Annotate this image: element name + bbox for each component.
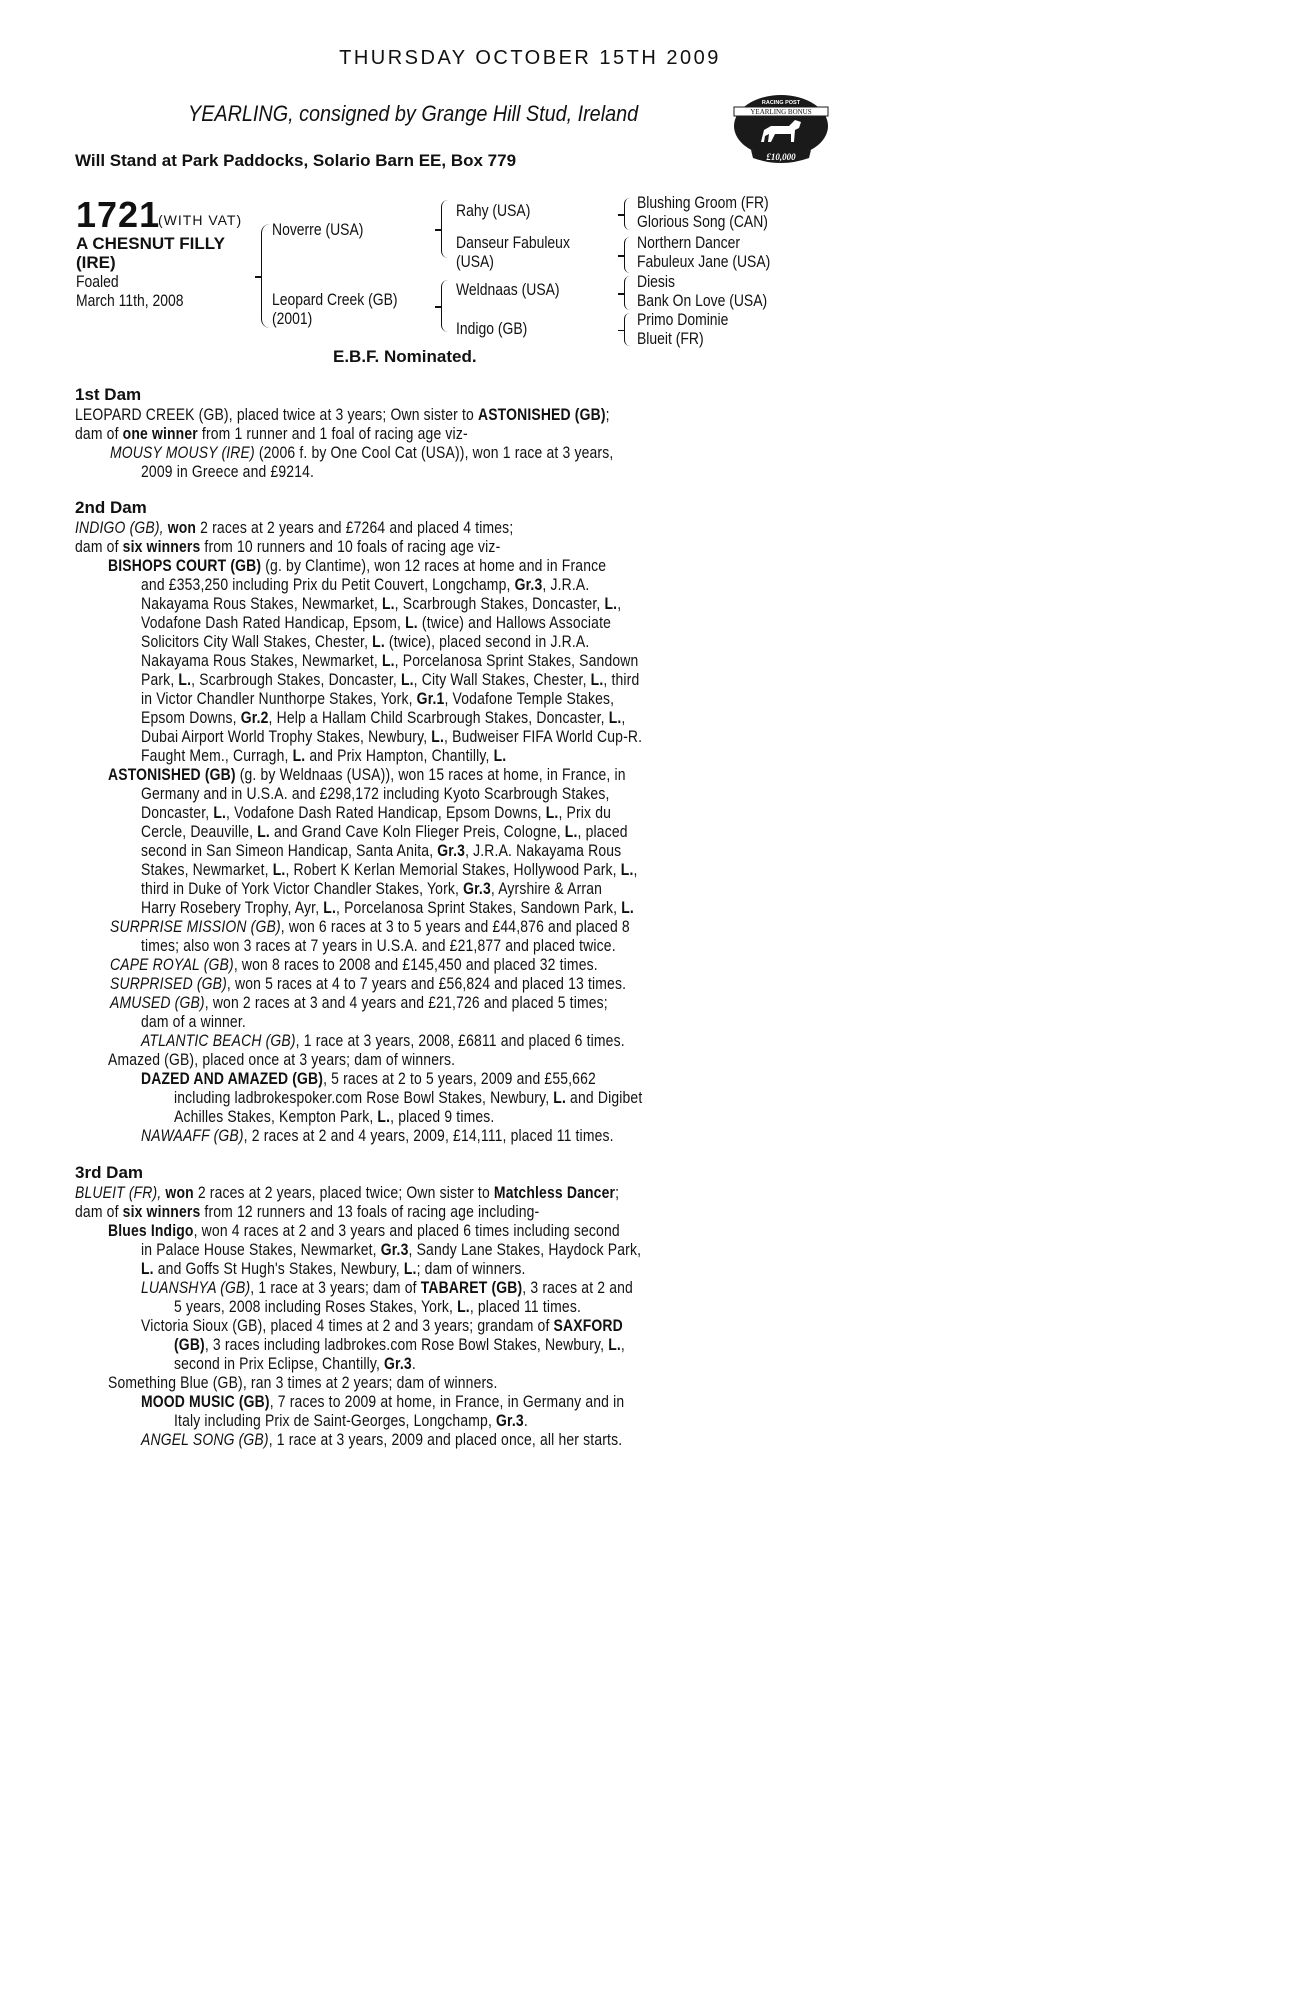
second-dam-line: CAPE ROYAL (GB), won 8 races to 2008 and £145,450 and placed 32 times. (110, 955, 598, 974)
third-dam-line: (GB), 3 races including ladbrokes.com Rose Bowl Stakes, Newbury, L., (174, 1335, 625, 1354)
lot-country: (IRE) (76, 253, 116, 272)
ebf-nominated: E.B.F. Nominated. (333, 347, 477, 366)
second-dam-line: Harry Rosebery Trophy, Ayr, L., Porcelanosa Sprint Stakes, Sandown Park, L. (141, 898, 634, 917)
second-dam-line: Stakes, Newmarket, L., Robert K Kerlan Memorial Stakes, Hollywood Park, L., (141, 860, 638, 879)
pedigree-sire-dam: Danseur Fabuleux (456, 233, 570, 252)
foaled-date: March 11th, 2008 (76, 291, 184, 310)
pedigree-dam-dam: Indigo (GB) (456, 319, 528, 338)
lot-number: 1721 (76, 194, 161, 235)
pedigree-dam-year: (2001) (272, 309, 313, 328)
pedigree-brace-g2 (624, 237, 630, 273)
pedigree-brace-g3 (624, 276, 630, 310)
third-dam-line: second in Prix Eclipse, Chantilly, Gr.3. (174, 1354, 416, 1373)
sale-date: THURSDAY OCTOBER 15TH 2009 (339, 47, 721, 69)
stand-location: Will Stand at Park Paddocks, Solario Barn EE, Box 779 (75, 151, 517, 170)
pedigree-g1: Blushing Groom (FR) (637, 193, 769, 212)
second-dam-line: Doncaster, L., Vodafone Dash Rated Handicap, Epsom Downs, L., Prix du (141, 803, 612, 822)
pedigree-brace-sire (441, 200, 448, 258)
second-dam-line: ATLANTIC BEACH (GB), 1 race at 3 years, 2008, £6811 and placed 6 times. (141, 1031, 625, 1050)
badge-top-text: RACING POST (761, 100, 801, 106)
second-dam-line: BISHOPS COURT (GB) (g. by Clantime), won 12 races at home and in France (108, 556, 607, 575)
third-dam-line: Something Blue (GB), ran 3 times at 2 years; dam of winners. (108, 1373, 498, 1392)
pedigree-dam-sire: Weldnaas (USA) (456, 280, 560, 299)
second-dam-line: second in San Simeon Handicap, Santa Anita, Gr.3, J.R.A. Nakayama Rous (141, 841, 622, 860)
pedigree-g8: Blueit (FR) (637, 329, 704, 348)
third-dam-line: 5 years, 2008 including Roses Stakes, York, L., placed 11 times. (174, 1297, 581, 1316)
second-dam-line: times; also won 3 races at 7 years in U.S.A. and £21,877 and placed twice. (141, 936, 616, 955)
pedigree-brace-g1 (624, 198, 630, 230)
first-dam-line: LEOPARD CREEK (GB), placed twice at 3 years; Own sister to ASTONISHED (GB); (75, 405, 610, 424)
third-dam-line: L. and Goffs St Hugh's Stakes, Newbury, L.; dam of winners. (141, 1259, 526, 1278)
third-dam-line: ANGEL SONG (GB), 1 race at 3 years, 2009 and placed once, all her starts. (141, 1430, 623, 1449)
pedigree-sire-dam-country: (USA) (456, 252, 494, 271)
pedigree-sire-sire: Rahy (USA) (456, 201, 531, 220)
yearling-bonus-badge (731, 92, 831, 167)
third-dam-line: Blues Indigo, won 4 races at 2 and 3 years and placed 6 times including second (108, 1221, 620, 1240)
third-dam-line: BLUEIT (FR), won 2 races at 2 years, placed twice; Own sister to Matchless Dancer; (75, 1183, 620, 1202)
second-dam-line: including ladbrokespoker.com Rose Bowl Stakes, Newbury, L. and Digibet (174, 1088, 643, 1107)
second-dam-line: Solicitors City Wall Stakes, Chester, L. (twice), placed second in J.R.A. (141, 632, 590, 651)
second-dam-line: dam of a winner. (141, 1012, 246, 1031)
lot-description: A CHESNUT FILLY (76, 234, 225, 253)
second-dam-line: NAWAAFF (GB), 2 races at 2 and 4 years, 2009, £14,111, placed 11 times. (141, 1126, 614, 1145)
pedigree-brace-g4 (624, 313, 630, 346)
pedigree-g6: Bank On Love (USA) (637, 291, 768, 310)
consignment-line: YEARLING, consigned by Grange Hill Stud, Ireland (188, 101, 639, 126)
second-dam-line: ASTONISHED (GB) (g. by Weldnaas (USA)), won 15 races at home, in France, in (108, 765, 626, 784)
third-dam-line: in Palace House Stakes, Newmarket, Gr.3, Sandy Lane Stakes, Haydock Park, (141, 1240, 642, 1259)
second-dam-line: Nakayama Rous Stakes, Newmarket, L., Scarbrough Stakes, Doncaster, L., (141, 594, 622, 613)
badge-amount: £10,000 (766, 152, 796, 162)
second-dam-line: third in Duke of York Victor Chandler Stakes, York, Gr.3, Ayrshire & Arran (141, 879, 603, 898)
second-dam-line: Cercle, Deauville, L. and Grand Cave Koln Flieger Preis, Cologne, L., placed (141, 822, 628, 841)
second-dam-line: in Victor Chandler Nunthorpe Stakes, York, Gr.1, Vodafone Temple Stakes, (141, 689, 615, 708)
pedigree-brace-dam (441, 280, 448, 332)
pedigree-brace-main (261, 224, 270, 328)
third-dam-line: LUANSHYA (GB), 1 race at 3 years; dam of TABARET (GB), 3 races at 2 and (141, 1278, 633, 1297)
second-dam-line: SURPRISED (GB), won 5 races at 4 to 7 years and £56,824 and placed 13 times. (110, 974, 627, 993)
third-dam-heading: 3rd Dam (75, 1163, 144, 1182)
pedigree-g5: Diesis (637, 272, 675, 291)
third-dam-line: dam of six winners from 12 runners and 13 foals of racing age including- (75, 1202, 540, 1221)
pedigree-g3: Northern Dancer (637, 233, 741, 252)
second-dam-line: and £353,250 including Prix du Petit Couvert, Longchamp, Gr.3, J.R.A. (141, 575, 590, 594)
first-dam-line: dam of one winner from 1 runner and 1 foal of racing age viz- (75, 424, 468, 443)
second-dam-line: Achilles Stakes, Kempton Park, L., placed 9 times. (174, 1107, 495, 1126)
pedigree-sire: Noverre (USA) (272, 220, 364, 239)
first-dam-line: 2009 in Greece and £9214. (141, 462, 315, 481)
second-dam-line: Germany and in U.S.A. and £298,172 including Kyoto Scarbrough Stakes, (141, 784, 610, 803)
second-dam-line: Faught Mem., Curragh, L. and Prix Hampton, Chantilly, L. (141, 746, 507, 765)
foaled-label: Foaled (76, 272, 119, 291)
second-dam-line: Nakayama Rous Stakes, Newmarket, L., Porcelanosa Sprint Stakes, Sandown (141, 651, 639, 670)
second-dam-line: DAZED AND AMAZED (GB), 5 races at 2 to 5 years, 2009 and £55,662 (141, 1069, 596, 1088)
third-dam-line: Italy including Prix de Saint-Georges, Longchamp, Gr.3. (174, 1411, 528, 1430)
badge-ribbon-text: YEARLING BONUS (750, 108, 812, 116)
second-dam-line: dam of six winners from 10 runners and 10 foals of racing age viz- (75, 537, 501, 556)
third-dam-line: MOOD MUSIC (GB), 7 races to 2009 at home, in France, in Germany and in (141, 1392, 625, 1411)
pedigree-g4: Fabuleux Jane (USA) (637, 252, 771, 271)
pedigree-g7: Primo Dominie (637, 310, 729, 329)
second-dam-line: INDIGO (GB), won 2 races at 2 years and £7264 and placed 4 times; (75, 518, 514, 537)
second-dam-line: Epsom Downs, Gr.2, Help a Hallam Child Scarbrough Stakes, Doncaster, L., (141, 708, 626, 727)
second-dam-heading: 2nd Dam (75, 498, 147, 517)
third-dam-line: Victoria Sioux (GB), placed 4 times at 2 and 3 years; grandam of SAXFORD (141, 1316, 623, 1335)
first-dam-heading: 1st Dam (75, 385, 142, 404)
second-dam-line: AMUSED (GB), won 2 races at 3 and 4 years and £21,726 and placed 5 times; (110, 993, 608, 1012)
pedigree-dam: Leopard Creek (GB) (272, 290, 398, 309)
lot-vat: (WITH VAT) (158, 212, 243, 228)
second-dam-line: SURPRISE MISSION (GB), won 6 races at 3 to 5 years and £44,876 and placed 8 (110, 917, 630, 936)
pedigree-g2: Glorious Song (CAN) (637, 212, 768, 231)
first-dam-line: MOUSY MOUSY (IRE) (2006 f. by One Cool Cat (USA)), won 1 race at 3 years, (110, 443, 614, 462)
second-dam-line: Park, L., Scarbrough Stakes, Doncaster, L., City Wall Stakes, Chester, L., third (141, 670, 640, 689)
second-dam-line: Amazed (GB), placed once at 3 years; dam of winners. (108, 1050, 456, 1069)
second-dam-line: Dubai Airport World Trophy Stakes, Newbury, L., Budweiser FIFA World Cup-R. (141, 727, 643, 746)
second-dam-line: Vodafone Dash Rated Handicap, Epsom, L. (twice) and Hallows Associate (141, 613, 612, 632)
